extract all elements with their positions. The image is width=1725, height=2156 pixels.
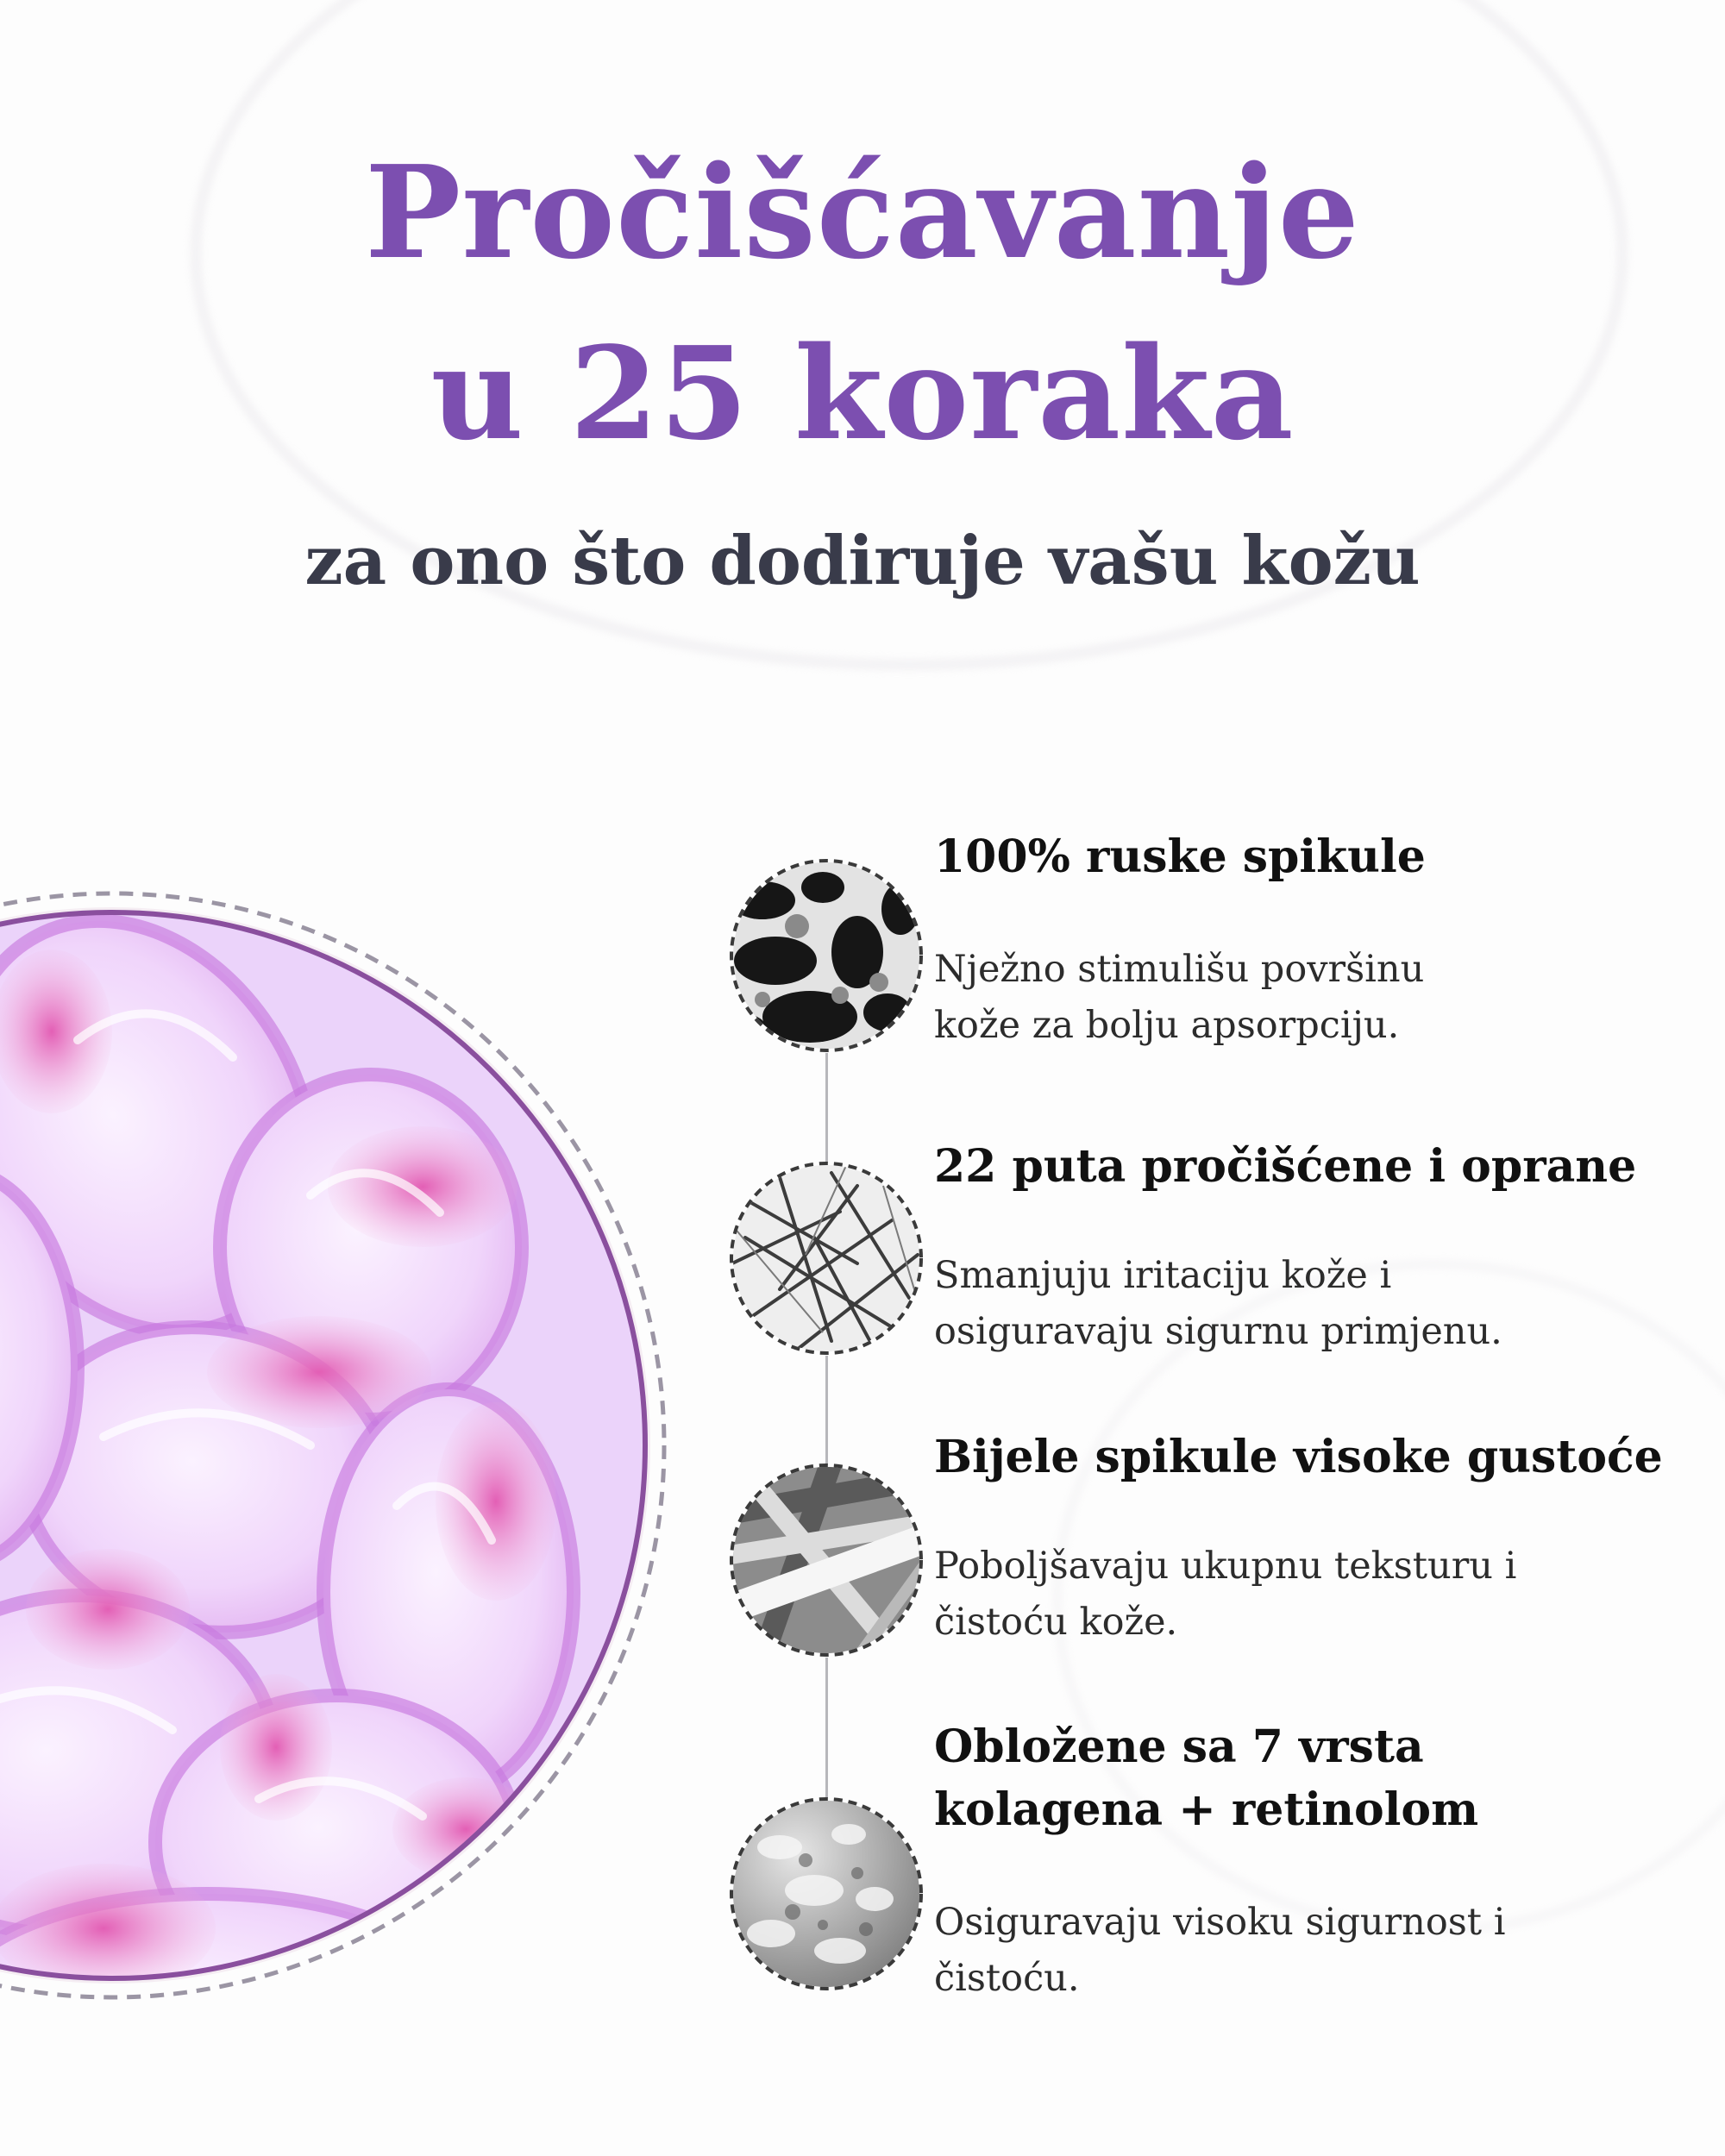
- white-spicule-texture-icon: [728, 1462, 925, 1658]
- dark-spicule-texture-icon: [728, 857, 925, 1054]
- feature-title: 22 puta pročišćene i oprane: [934, 1140, 1637, 1193]
- feature-description-line: Poboljšavaju ukupnu teksturu i: [934, 1545, 1517, 1588]
- feature-description-line: Nježno stimulišu površinu: [934, 948, 1425, 991]
- page-title-line-1: Pročišćavanje: [365, 137, 1360, 287]
- needle-spicule-texture-icon: [728, 1160, 925, 1357]
- feature-description-line: čistoću.: [934, 1957, 1080, 2000]
- feature-description-line: osiguravaju sigurnu primjenu.: [934, 1310, 1502, 1353]
- feature-description-line: kože za bolju apsorpciju.: [934, 1004, 1400, 1047]
- feature-description-line: čistoću kože.: [934, 1601, 1178, 1644]
- feature-connector-line: [825, 1053, 828, 1163]
- feature-description-line: Osiguravaju visoku sigurnost i: [934, 1901, 1506, 1944]
- feature-title-line: kolagena + retinolom: [934, 1783, 1479, 1836]
- feature-connector-line: [825, 1658, 828, 1798]
- pink-spicule-microscope-image: [0, 885, 673, 2006]
- page-subtitle: za ono što dodiruje vašu kožu: [304, 522, 1421, 600]
- cell-texture: [0, 885, 673, 2006]
- feature-title-line: Obložene sa 7 vrsta: [934, 1720, 1424, 1773]
- collagen-coated-spicule-icon: [728, 1796, 925, 1992]
- feature-title: 100% ruske spikule: [934, 830, 1426, 883]
- page-title-line-2: u 25 koraka: [430, 318, 1295, 468]
- feature-connector-line: [825, 1356, 828, 1464]
- feature-description-line: Smanjuju iritaciju kože i: [934, 1254, 1392, 1297]
- feature-title: Bijele spikule visoke gustoće: [934, 1431, 1663, 1483]
